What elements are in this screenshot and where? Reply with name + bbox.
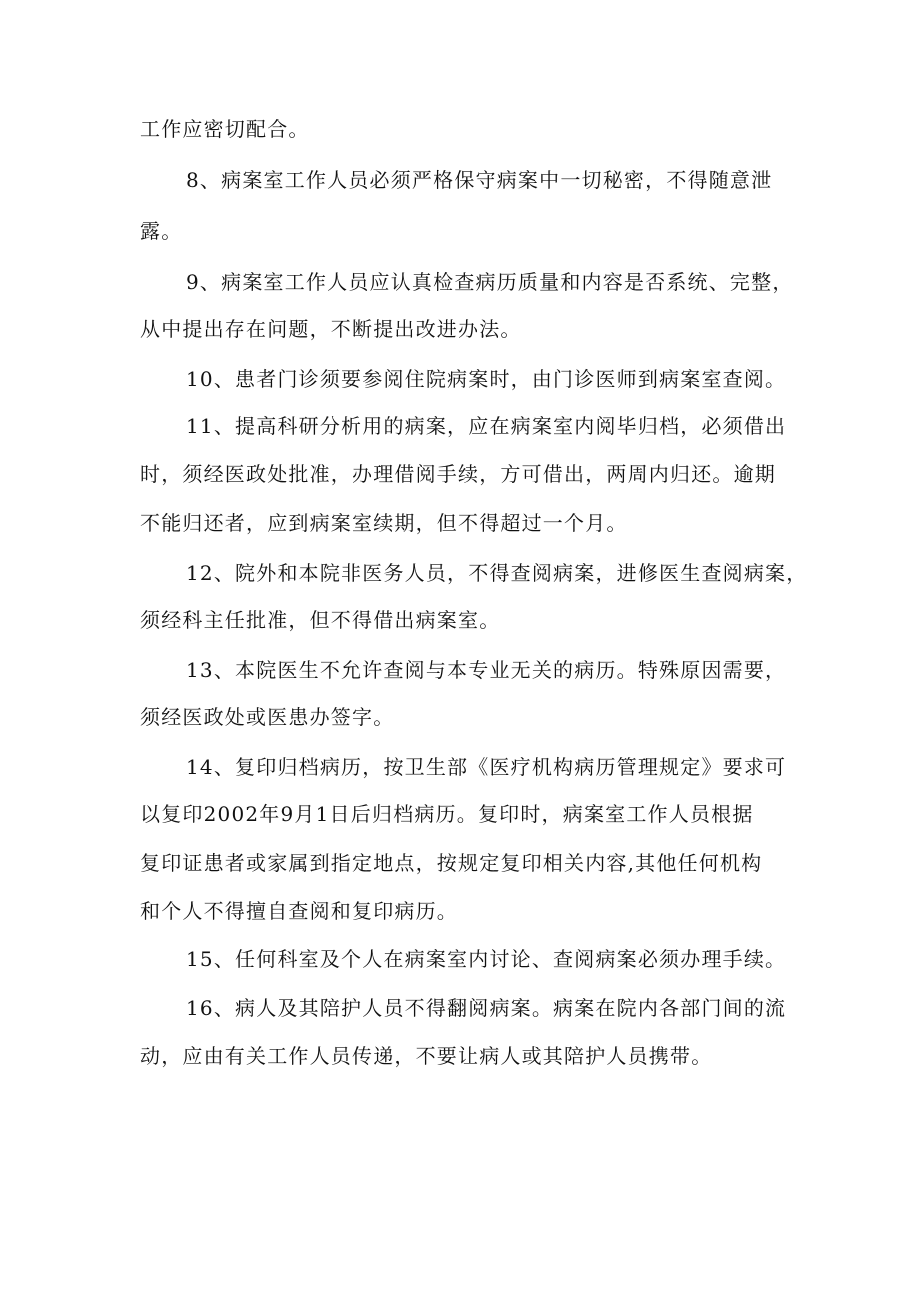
text-line-15: 以复印2002年9月1日后归档病历。复印时，病案室工作人员根据 (140, 802, 754, 826)
text-line-5: 从中提出存在问题，不断提出改进办法。 (140, 317, 522, 341)
text-line-16: 复印证患者或家属到指定地点，按规定复印相关内容,其他任何机构 (140, 851, 763, 875)
text-line-17: 和个人不得擅自查阅和复印病历。 (140, 899, 458, 923)
text-line-4: 9、病案室工作人员应认真检查病历质量和内容是否系统、完整， (186, 270, 794, 294)
text-line-18: 15、任何科室及个人在病案室内讨论、查阅病案必须办理手续。 (186, 947, 787, 971)
text-line-9: 不能归还者，应到病案室续期，但不得超过一个月。 (140, 511, 628, 535)
text-line-19: 16、病人及其陪护人员不得翻阅病案。病案在院内各部门间的流 (186, 996, 787, 1020)
text-line-1: 工作应密切配合。 (140, 117, 310, 141)
text-line-13: 须经医政处或医患办签字。 (140, 705, 395, 729)
text-line-20: 动，应由有关工作人员传递，不要让病人或其陪护人员携带。 (140, 1044, 713, 1068)
text-line-12: 13、本院医生不允许查阅与本专业无关的病历。特殊原因需要， (186, 658, 787, 682)
text-line-14: 14、复印归档病历，按卫生部《医疗机构病历管理规定》要求可 (186, 755, 787, 779)
text-line-11: 须经科主任批准，但不得借出病案室。 (140, 608, 501, 632)
text-line-2: 8、病案室工作人员必须严格保守病案中一切秘密，不得随意泄 (186, 168, 773, 192)
text-line-6: 10、患者门诊须要参阅住院病案时，由门诊医师到病案室查阅。 (186, 367, 787, 391)
text-line-8: 时，须经医政处批准，办理借阅手续，方可借出，两周内归还。逾期 (140, 462, 776, 486)
text-line-7: 11、提高科研分析用的病案，应在病案室内阅毕归档，必须借出 (186, 414, 787, 438)
text-line-3: 露。 (140, 219, 183, 243)
text-line-10: 12、院外和本院非医务人员，不得查阅病案，进修医生查阅病案， (186, 561, 808, 585)
